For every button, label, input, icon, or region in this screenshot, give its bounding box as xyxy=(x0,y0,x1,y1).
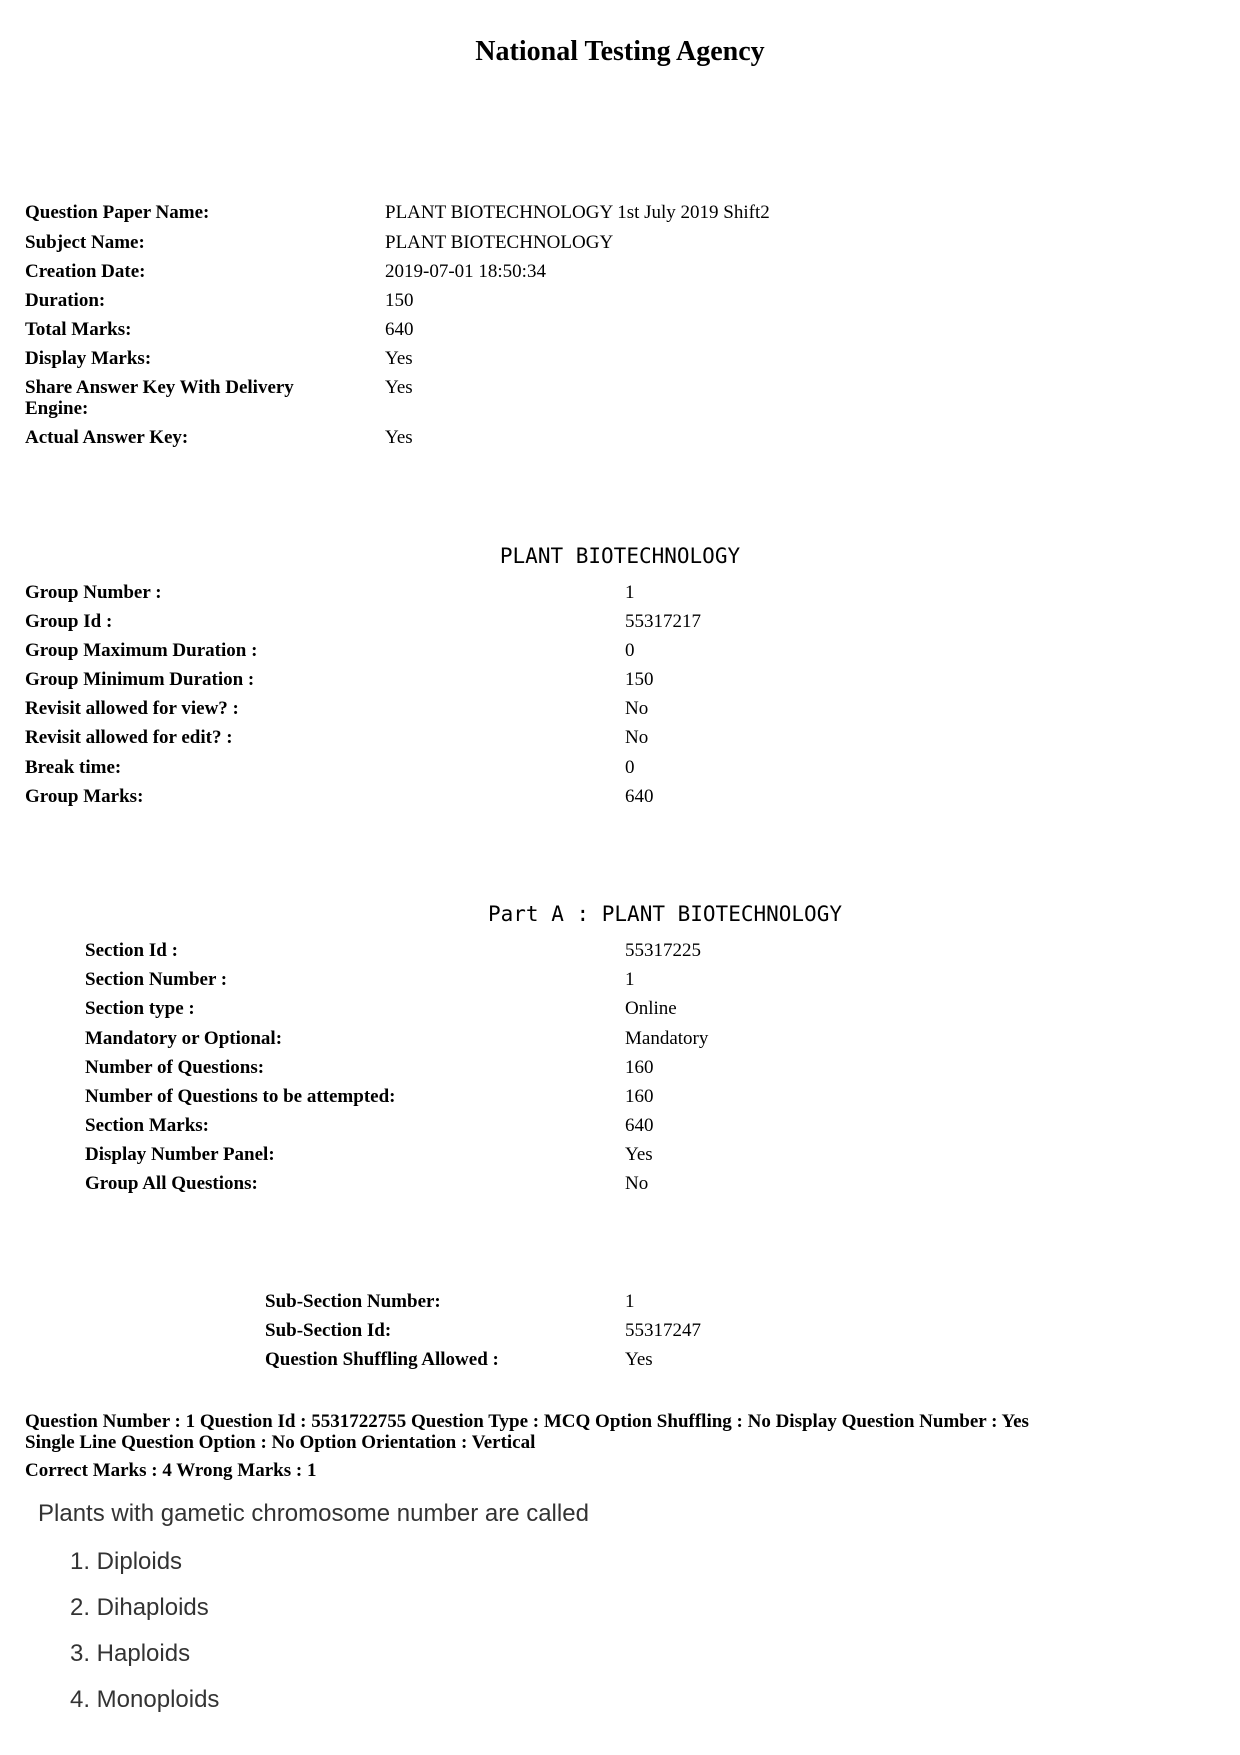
revisit-edit-value: No xyxy=(625,727,649,748)
section-number-value: 1 xyxy=(625,969,635,990)
share-answer-key-label: Share Answer Key With Delivery xyxy=(25,377,294,398)
mandatory-label: Mandatory or Optional: xyxy=(85,1028,283,1049)
actual-answer-key-value: Yes xyxy=(385,427,413,448)
group-id-label: Group Id : xyxy=(25,611,113,632)
duration-label: Duration: xyxy=(25,290,106,311)
question-header-line1: Question Number : 1 Question Id : 5531722755 Question Type : MCQ Option Shuffling : No Display Question Number : Yes xyxy=(25,1411,1029,1432)
paper-name-label: Question Paper Name: xyxy=(25,202,210,223)
group-marks-label: Group Marks: xyxy=(25,786,144,807)
section-type-label: Section type : xyxy=(85,998,195,1019)
question-header-line2: Single Line Question Option : No Option Orientation : Vertical xyxy=(25,1432,536,1453)
subsection-id-value: 55317247 xyxy=(625,1320,701,1341)
subsection-number-value: 1 xyxy=(625,1291,635,1312)
group-max-duration-value: 0 xyxy=(625,640,635,661)
group-marks-value: 640 xyxy=(625,786,654,807)
section-type-value: Online xyxy=(625,998,677,1019)
section-marks-value: 640 xyxy=(625,1115,654,1136)
display-marks-label: Display Marks: xyxy=(25,348,152,369)
option-3[interactable]: 3. Haploids xyxy=(70,1640,191,1667)
display-number-panel-label: Display Number Panel: xyxy=(85,1144,275,1165)
creation-date-label: Creation Date: xyxy=(25,261,146,282)
duration-value: 150 xyxy=(385,290,414,311)
section-number-label: Section Number : xyxy=(85,969,228,990)
section-id-label: Section Id : xyxy=(85,940,178,961)
revisit-view-value: No xyxy=(625,698,649,719)
num-questions-label: Number of Questions: xyxy=(85,1057,265,1078)
group-max-duration-label: Group Maximum Duration : xyxy=(25,640,258,661)
break-time-label: Break time: xyxy=(25,757,122,778)
revisit-view-label: Revisit allowed for view? : xyxy=(25,698,239,719)
question-shuffling-value: Yes xyxy=(625,1349,653,1370)
share-answer-key-value: Yes xyxy=(385,377,413,398)
option-4[interactable]: 4. Monoploids xyxy=(70,1686,220,1713)
total-marks-label: Total Marks: xyxy=(25,319,132,340)
display-number-panel-value: Yes xyxy=(625,1144,653,1165)
subject-name-value: PLANT BIOTECHNOLOGY xyxy=(385,232,614,253)
subsection-id-label: Sub-Section Id: xyxy=(265,1320,392,1341)
group-all-questions-label: Group All Questions: xyxy=(85,1173,258,1194)
subject-name-label: Subject Name: xyxy=(25,232,145,253)
num-questions-value: 160 xyxy=(625,1057,654,1078)
question-marks-line: Correct Marks : 4 Wrong Marks : 1 xyxy=(25,1460,317,1481)
group-all-questions-value: No xyxy=(625,1173,649,1194)
num-attempted-value: 160 xyxy=(625,1086,654,1107)
share-answer-key-label-cont: Engine: xyxy=(25,398,89,419)
total-marks-value: 640 xyxy=(385,319,414,340)
actual-answer-key-label: Actual Answer Key: xyxy=(25,427,189,448)
group-min-duration-label: Group Minimum Duration : xyxy=(25,669,255,690)
section-id-value: 55317225 xyxy=(625,940,701,961)
group-heading: PLANT BIOTECHNOLOGY xyxy=(499,544,741,568)
group-number-label: Group Number : xyxy=(25,582,162,603)
section-heading: Part A : PLANT BIOTECHNOLOGY xyxy=(487,902,842,926)
option-2[interactable]: 2. Dihaploids xyxy=(70,1594,209,1621)
display-marks-value: Yes xyxy=(385,348,413,369)
paper-name-value: PLANT BIOTECHNOLOGY 1st July 2019 Shift2 xyxy=(385,202,770,223)
num-attempted-label: Number of Questions to be attempted: xyxy=(85,1086,396,1107)
subsection-number-label: Sub-Section Number: xyxy=(265,1291,441,1312)
section-marks-label: Section Marks: xyxy=(85,1115,210,1136)
group-number-value: 1 xyxy=(625,582,635,603)
page-title: National Testing Agency xyxy=(475,36,765,67)
mandatory-value: Mandatory xyxy=(625,1028,709,1049)
revisit-edit-label: Revisit allowed for edit? : xyxy=(25,727,233,748)
question-shuffling-label: Question Shuffling Allowed : xyxy=(265,1349,499,1370)
group-id-value: 55317217 xyxy=(625,611,701,632)
group-min-duration-value: 150 xyxy=(625,669,654,690)
creation-date-value: 2019-07-01 18:50:34 xyxy=(385,261,546,282)
question-text: Plants with gametic chromosome number are called xyxy=(38,1500,589,1527)
option-1[interactable]: 1. Diploids xyxy=(70,1548,183,1575)
break-time-value: 0 xyxy=(625,757,635,778)
